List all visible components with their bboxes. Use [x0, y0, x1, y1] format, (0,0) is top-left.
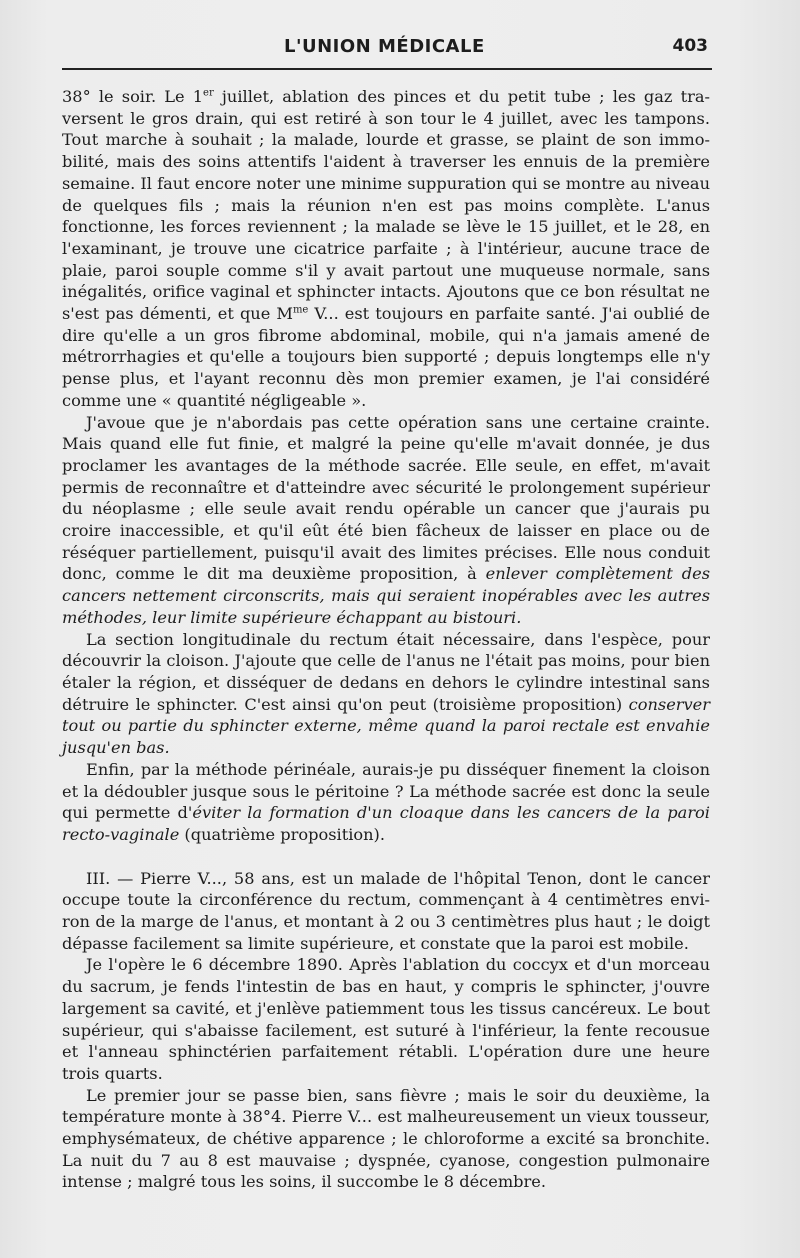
section-separator	[62, 846, 710, 868]
text-run: 38° le soir. Le 1	[62, 87, 204, 106]
paragraph	[62, 86, 710, 412]
paragraph	[62, 954, 710, 1084]
paragraph	[62, 1085, 710, 1194]
italic-text: enlever complètement des cancers nettement circonscrits, mais qui seraient inopérables avec les autres méthodes, leur limite supérieure échappant au bistouri.	[62, 564, 710, 627]
paragraph	[62, 868, 710, 955]
text-run: (quatrième proposition).	[179, 824, 386, 844]
running-title: L'UNION MÉDICALE	[284, 36, 485, 57]
text-run: III. — Pierre V..., 58 ans, est un malade de l'hôpital Tenon, dont le cancer occupe toute la circonférence du rectum, commençant à 4 centimètres environ de la marge de l'anus, et montant à 2 ou 3 centimètres plus haut ; le doigt dépasse facilement sa limite supérieure, et constate que la paroi est mobile.	[62, 868, 710, 953]
text-run: Le premier jour se passe bien, sans fièvre ; mais le soir du deuxième, la température monte à 38°4. Pierre V... est malheureusement un vieux tousseur, emphysémateux, de chétive apparence ; le chloroforme a excité sa bronchite. La nuit du 7 au 8 est mauvaise ; dyspnée, cyanose, congestion pulmonaire intense ; malgré tous les soins, il succombe le 8 décembre.	[62, 1085, 710, 1192]
paragraph	[62, 412, 710, 629]
text-run: La section longitudinale du rectum était nécessaire, dans l'espèce, pour découvrir la cloison. J'ajoute que celle de l'anus ne l'était pas moins, pour bien étaler la région, et disséquer de dedans en dehors le cylindre intestinal sans détruire le sphincter. C'est ainsi qu'on peut (troisième proposition)	[62, 629, 710, 714]
text-run: juillet, ablation des pinces et du petit tube ; les gaz traversent le gros drain, qui est retiré à son tour le 4 juillet, avec les tampons. Tout marche à souhait ; la malade, lourde et grasse, se plaint de son immobilité, mais des soins attentifs l'aident à traverser les ennuis de la première semaine. Il faut encore noter une minime suppuration qui se montre au niveau de quelques fils ; mais la réunion n'en est pas moins complète. L'anus fonctionne, les forces reviennent ; la malade se lève le 15 juillet, et le 28, en l'examinant, je trouve une cicatrice parfaite ; à l'intérieur, aucune trace de plaie, paroi souple comme s'il y avait partout une muqueuse normale, sans inégalités, orifice vaginal et sphincter intacts. Ajoutons que ce bon résultat ne s'est pas démenti, et que M	[62, 87, 710, 324]
paragraph	[62, 759, 710, 846]
page-header	[62, 34, 712, 64]
italic-text: conserver tout ou partie du sphincter externe, même quand la paroi rectale est envahie jusqu'en bas.	[62, 694, 710, 758]
body-text	[62, 86, 710, 1193]
text-run: Enfin, par la méthode périnéale, aurais-je pu disséquer finement la cloison et la dédoubler jusque sous le péritoine ? La méthode sacrée est donc la seule qui permette d'	[62, 759, 710, 823]
italic-text: éviter la formation d'un cloaque dans les cancers de la paroi recto-vaginale	[62, 803, 710, 844]
paragraph	[62, 629, 710, 759]
text-run: J'avoue que je n'abordais pas cette opération sans une certaine crainte. Mais quand elle fut finie, et malgré la peine qu'elle m'avait donnée, je dus proclamer les avantages de la méthode sacrée. Elle seule, en effet, m'avait permis de reconnaître et d'atteindre avec sécurité le prolongement supérieur du néoplasme ; elle seule avait rendu opérable un cancer que j'aurais pu croire inaccessible, et qu'il eût été bien fâcheux de laisser en place ou de réséquer partiellement, puisqu'il avait des limites précises. Elle nous conduit donc, comme le dit ma deuxième proposition, à	[62, 412, 710, 584]
superscript: er	[203, 87, 214, 99]
text-run: V... est toujours en parfaite santé. J'ai oublié de dire qu'elle a un gros fibrome abdominal, mobile, qui n'a jamais amené de métrorrhagies et qu'elle a toujours bien supporté ; depuis longtemps elle n'y pense plus, et l'ayant reconnu dès mon premier examen, je l'ai considéré comme une « quantité négligeable ».	[62, 304, 710, 410]
page-number: 403	[672, 36, 708, 56]
superscript: me	[292, 304, 309, 316]
header-rule	[62, 68, 712, 70]
text-run: Je l'opère le 6 décembre 1890. Après l'ablation du coccyx et d'un morceau du sacrum, je fends l'intestin de bas en haut, y compris le sphincter, j'ouvre largement sa cavité, et j'enlève patiemment tous les tissus cancéreux. Le bout supérieur, qui s'abaisse facilement, est suturé à l'inférieur, la fente recousue et l'anneau sphinctérien parfaitement rétabli. L'opération dure une heure trois quarts.	[62, 955, 710, 1083]
